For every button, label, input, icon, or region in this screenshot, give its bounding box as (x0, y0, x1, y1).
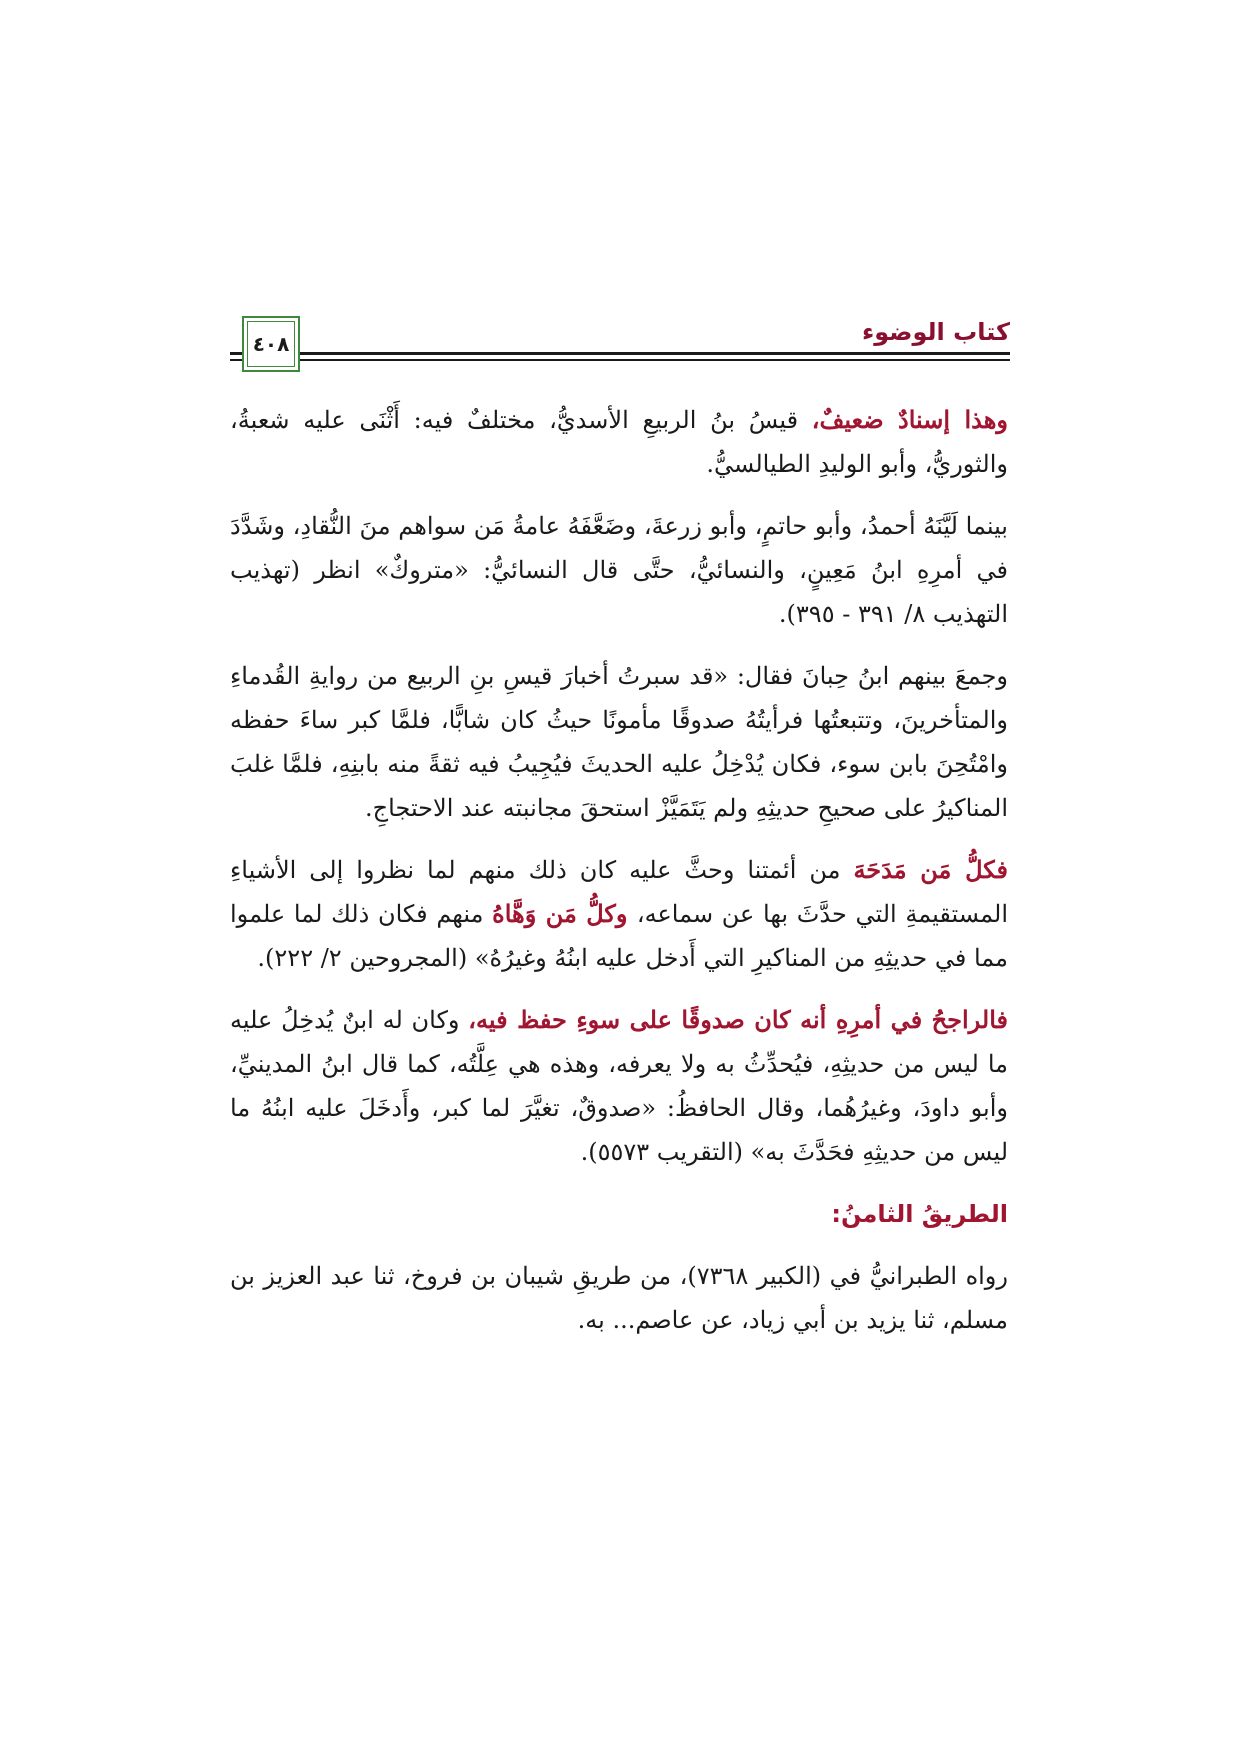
paragraph-3 (230, 654, 1008, 830)
header-rule-thick (230, 352, 1010, 355)
paragraph-1-text: قيسُ بنُ الربيعِ الأسديُّ، مختلفٌ فيه: أَثْنَى عليه شعبةُ، والثوريُّ، وأبو الوليدِ الطيالسيُّ. (230, 406, 1008, 478)
section-subheading: الطريقُ الثامنُ: (831, 1200, 1008, 1228)
page-body (230, 398, 1008, 1360)
paragraph-4 (230, 848, 1008, 980)
header-rule-thin (230, 359, 1010, 361)
paragraph-4-text: من أئمتنا وحثَّ عليه كان ذلك منهم لما نظروا إلى الأشياءِ المستقيمةِ التي حدَّثَ بها عن سماعه، (230, 856, 1009, 928)
paragraph-1 (230, 398, 1008, 486)
paragraph-4-highlight-2: وكلُّ مَن وَهَّاهُ (492, 899, 637, 928)
paragraph-1-highlight: وهذا إسنادٌ ضعيفٌ، (811, 405, 1009, 434)
paragraph-5-highlight: فالراجحُ في أمرِهِ أنه كان صدوقًا على سوءِ حفظ فيه، (468, 1005, 1008, 1034)
paragraph-3-text: وجمعَ بينهم ابنُ حِبانَ فقال: «قد سبرتُ أخبارَ قيسِ بنِ الربيع من روايةِ القُدماءِ والمتأخرينَ، وتتبعتُها فرأيتُهُ صدوقًا مأمونًا حيثُ كان شابًّا، فلمَّا كبر ساءَ حفظه وامْتُحِنَ بابن سوء، فكان يُدْخِلُ عليه الحديثَ فيُجِيبُ فيه ثقةً منه بابنِهِ، فلمَّا غلبَ المناكيرُ على صحيحِ حديثِهِ ولم يَتَمَيَّزْ استحقَ مجانبته عند الاحتجاجِ. (230, 662, 1008, 822)
paragraph-2 (230, 504, 1008, 636)
paragraph-2-text: بينما لَيَّنَهُ أحمدُ، وأبو حاتمٍ، وأبو زرعةَ، وضَعَّفَهُ عامةُ مَن سواهم منَ النُّقادِ، وشَدَّدَ في أمرِهِ ابنُ مَعِينٍ، والنسائيُّ، حتَّى قال النسائيُّ: «متروكٌ» انظر (تهذيب التهذيب ٨/ ٣٩١ - ٣٩٥). (230, 512, 1009, 628)
page-number: ٤٠٨ (252, 332, 290, 356)
paragraph-5-text: وكان له ابنٌ يُدخِلُ عليه ما ليس من حديثِهِ، فيُحدِّثُ به ولا يعرفه، وهذه هي عِلَّتُه، كما قال ابنُ المدينيِّ، وأبو داودَ، وغيرُهُما، وقال الحافظُ: «صدوقٌ، تغيَّرَ لما كبر، وأَدخَلَ عليه ابنُهُ ما ليس من حديثِهِ فحَدَّثَ به» (التقريب ٥٥٧٣). (230, 1006, 1008, 1166)
paragraph-4-highlight: فكلُّ مَن مَدَحَهَ (853, 855, 1008, 884)
page-header (230, 312, 1010, 382)
page-number-frame (242, 316, 300, 372)
paragraph-5 (230, 998, 1008, 1174)
book-title: كتاب الوضوء (861, 318, 1010, 346)
paragraph-4-text-2: منهم فكان ذلك لما علموا مما في حديثِهِ من المناكيرِ التي أَدخل عليه ابنُهُ وغيرُهُ» (المجروحين ٢/ ٢٢٢). (230, 900, 1008, 972)
paragraph-6-text: رواه الطبرانيُّ في (الكبير ٧٣٦٨)، من طريقِ شيبان بن فروخ، ثنا عبد العزيز بن مسلم، ثنا يزيد بن أبي زياد، عن عاصم... به. (230, 1262, 1008, 1334)
paragraph-6 (230, 1254, 1008, 1342)
